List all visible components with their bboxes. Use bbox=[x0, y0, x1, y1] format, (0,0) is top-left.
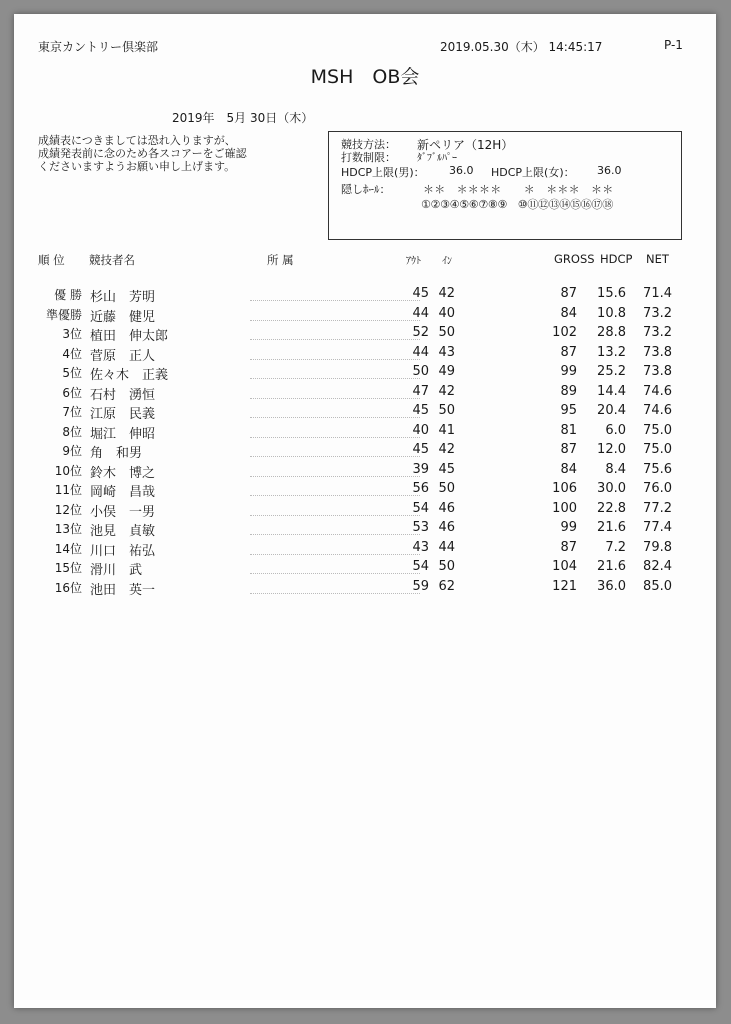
gross-score: 84 bbox=[560, 461, 577, 477]
player-name: 石村 湧恒 bbox=[90, 387, 156, 403]
net-score: 73.8 bbox=[643, 364, 672, 379]
rank-cell: 3位 bbox=[62, 327, 82, 341]
gross-score: 81 bbox=[560, 422, 577, 438]
net-score: 73.2 bbox=[643, 305, 672, 321]
method-label: 競技方法： bbox=[341, 138, 396, 151]
hdcp-value: 12.0 bbox=[597, 442, 626, 457]
rank-cell: 優 勝 bbox=[54, 288, 82, 302]
player-name: 川口 祐弘 bbox=[90, 543, 156, 559]
dotted-leader bbox=[250, 515, 420, 516]
gross-score: 89 bbox=[560, 383, 577, 399]
competition-rules-box bbox=[328, 131, 682, 240]
in-score: 45 bbox=[438, 461, 455, 477]
in-score: 42 bbox=[438, 383, 455, 399]
hdcp-value: 7.2 bbox=[605, 539, 626, 555]
table-row bbox=[14, 364, 716, 384]
col-gross-header: GROSS bbox=[554, 252, 595, 266]
col-net-header: NET bbox=[646, 252, 669, 266]
in-score: 49 bbox=[438, 364, 455, 379]
rank-cell: 4位 bbox=[62, 346, 82, 361]
in-score: 42 bbox=[438, 442, 455, 457]
limit-label: 打数制限： bbox=[341, 151, 396, 164]
dotted-leader bbox=[250, 476, 420, 477]
col-out-header: ｱｳﾄ bbox=[406, 256, 421, 267]
player-name: 池田 英一 bbox=[90, 582, 156, 598]
out-score: 45 bbox=[412, 286, 429, 301]
dotted-leader bbox=[250, 573, 420, 574]
hdcp-value: 20.4 bbox=[597, 403, 626, 418]
out-score: 45 bbox=[412, 442, 429, 457]
hdcp-value: 30.0 bbox=[597, 481, 626, 496]
event-date: 2019年 5月 30日（木） bbox=[172, 111, 314, 125]
rank-cell: 15位 bbox=[54, 561, 82, 575]
rank-cell: 10位 bbox=[54, 463, 82, 478]
dotted-leader bbox=[250, 378, 420, 379]
player-name: 菅原 正人 bbox=[90, 348, 156, 364]
dotted-leader bbox=[250, 339, 420, 340]
player-name: 滑川 武 bbox=[90, 563, 143, 578]
dotted-leader bbox=[250, 495, 420, 496]
net-score: 73.2 bbox=[643, 325, 672, 340]
hdcp-value: 15.6 bbox=[597, 286, 626, 301]
dotted-leader bbox=[250, 359, 420, 360]
hole-numbers: ①②③④⑤⑥⑦⑧⑨ ⑩⑪⑫⑬⑭⑮⑯⑰⑱ bbox=[421, 198, 613, 211]
table-row bbox=[14, 501, 716, 521]
rank-cell: 16位 bbox=[54, 580, 82, 595]
in-score: 50 bbox=[438, 403, 455, 418]
rank-cell: 11位 bbox=[54, 483, 82, 497]
hdcp-value: 28.8 bbox=[597, 325, 626, 340]
gross-score: 100 bbox=[552, 500, 577, 516]
net-score: 75.0 bbox=[643, 422, 672, 438]
gross-score: 104 bbox=[552, 559, 577, 574]
out-score: 50 bbox=[412, 364, 429, 379]
hdcp-value: 21.6 bbox=[597, 520, 626, 535]
gross-score: 95 bbox=[560, 403, 577, 418]
notice-text bbox=[38, 134, 247, 173]
out-score: 39 bbox=[412, 461, 429, 477]
results-sheet bbox=[14, 14, 716, 1008]
rank-cell: 12位 bbox=[54, 502, 82, 517]
limit-value: ﾀﾞﾌﾞﾙﾊﾟｰ bbox=[417, 153, 457, 164]
player-name: 岡崎 昌哉 bbox=[90, 485, 156, 500]
dotted-leader bbox=[250, 456, 420, 457]
table-row bbox=[14, 540, 716, 560]
rank-cell: 6位 bbox=[62, 385, 82, 400]
dotted-leader bbox=[250, 437, 420, 438]
hdcp-value: 10.8 bbox=[597, 305, 626, 321]
in-score: 46 bbox=[438, 520, 455, 535]
in-score: 46 bbox=[438, 500, 455, 516]
hdcp-value: 22.8 bbox=[597, 500, 626, 516]
out-score: 40 bbox=[412, 422, 429, 438]
table-row bbox=[14, 306, 716, 326]
hdcp-female-label: HDCP上限(女)： bbox=[491, 166, 575, 179]
net-score: 76.0 bbox=[643, 481, 672, 496]
net-score: 77.2 bbox=[643, 500, 672, 516]
player-name: 小俣 一男 bbox=[90, 504, 156, 520]
hdcp-value: 25.2 bbox=[597, 364, 626, 379]
in-score: 50 bbox=[438, 325, 455, 340]
table-row bbox=[14, 345, 716, 365]
hdcp-value: 36.0 bbox=[597, 578, 626, 594]
in-score: 42 bbox=[438, 286, 455, 301]
hdcp-male-value: 36.0 bbox=[449, 164, 474, 177]
method-value: 新ペリア（12H） bbox=[417, 138, 514, 152]
table-row bbox=[14, 384, 716, 404]
gross-score: 121 bbox=[552, 578, 577, 594]
rank-cell: 9位 bbox=[62, 444, 82, 458]
hdcp-value: 21.6 bbox=[597, 559, 626, 574]
club-name: 東京カントリー倶楽部 bbox=[38, 40, 159, 54]
table-row bbox=[14, 559, 716, 579]
gross-score: 87 bbox=[560, 344, 577, 360]
out-score: 47 bbox=[412, 383, 429, 399]
table-row bbox=[14, 579, 716, 599]
net-score: 79.8 bbox=[643, 539, 672, 555]
out-score: 59 bbox=[412, 578, 429, 594]
dotted-leader bbox=[250, 300, 420, 301]
out-score: 44 bbox=[412, 305, 429, 321]
hdcp-value: 6.0 bbox=[605, 422, 626, 438]
out-score: 53 bbox=[412, 520, 429, 535]
out-score: 45 bbox=[412, 403, 429, 418]
table-row bbox=[14, 325, 716, 345]
table-row bbox=[14, 520, 716, 540]
hdcp-value: 13.2 bbox=[597, 344, 626, 360]
rank-cell: 準優勝 bbox=[45, 307, 82, 322]
hdcp-male-label: HDCP上限(男)： bbox=[341, 166, 425, 179]
out-score: 52 bbox=[412, 325, 429, 340]
print-datetime: 2019.05.30（木） 14:45:17 bbox=[440, 40, 603, 54]
out-score: 54 bbox=[412, 559, 429, 574]
player-name: 堀江 伸昭 bbox=[90, 426, 156, 442]
col-in-header: ｲﾝ bbox=[442, 256, 452, 267]
player-name: 佐々木 正義 bbox=[90, 368, 169, 383]
player-name: 植田 伸太郎 bbox=[90, 329, 169, 344]
table-row bbox=[14, 286, 716, 306]
in-score: 43 bbox=[438, 344, 455, 360]
gross-score: 87 bbox=[560, 286, 577, 301]
player-name: 角 和男 bbox=[90, 446, 143, 461]
dotted-leader bbox=[250, 398, 420, 399]
net-score: 71.4 bbox=[643, 286, 672, 301]
dotted-leader bbox=[250, 593, 420, 594]
rank-cell: 14位 bbox=[54, 541, 82, 556]
col-hdcp-header: HDCP bbox=[600, 252, 633, 266]
in-score: 50 bbox=[438, 481, 455, 496]
table-row bbox=[14, 462, 716, 482]
net-score: 73.8 bbox=[643, 344, 672, 360]
dotted-leader bbox=[250, 534, 420, 535]
in-score: 41 bbox=[438, 422, 455, 438]
col-player-header: 競技者名 bbox=[89, 253, 135, 267]
page-title: MSH OB会 bbox=[310, 66, 420, 88]
player-name: 近藤 健児 bbox=[90, 309, 156, 325]
rank-cell: 5位 bbox=[62, 366, 82, 380]
net-score: 82.4 bbox=[643, 559, 672, 574]
col-rank-header: 順 位 bbox=[38, 253, 65, 267]
table-row bbox=[14, 403, 716, 423]
col-affiliation-header: 所 属 bbox=[267, 253, 294, 267]
table-row bbox=[14, 481, 716, 501]
net-score: 75.0 bbox=[643, 442, 672, 457]
player-name: 池見 貞敏 bbox=[90, 524, 156, 539]
hidden-holes-label: 隠しﾎｰﾙ： bbox=[341, 183, 391, 196]
gross-score: 99 bbox=[560, 520, 577, 535]
dotted-leader bbox=[250, 554, 420, 555]
rank-cell: 8位 bbox=[62, 424, 82, 439]
gross-score: 106 bbox=[552, 481, 577, 496]
dotted-leader bbox=[250, 320, 420, 321]
dotted-leader bbox=[250, 417, 420, 418]
table-row bbox=[14, 423, 716, 443]
gross-score: 102 bbox=[552, 325, 577, 340]
out-score: 44 bbox=[412, 344, 429, 360]
player-name: 杉山 芳明 bbox=[90, 290, 156, 305]
hdcp-female-value: 36.0 bbox=[597, 164, 622, 177]
net-score: 85.0 bbox=[643, 578, 672, 594]
net-score: 77.4 bbox=[643, 520, 672, 535]
player-name: 鈴木 博之 bbox=[90, 465, 156, 481]
player-name: 江原 民義 bbox=[90, 407, 156, 422]
out-score: 56 bbox=[412, 481, 429, 496]
notice-line: くださいますようお願い申し上げます。 bbox=[38, 160, 236, 173]
hidden-holes-marks: ＊＊ ＊＊＊＊ ＊ ＊＊＊ ＊＊ bbox=[423, 183, 614, 196]
notice-line: 成績表につきましては恐れ入りますが、 bbox=[38, 134, 236, 147]
in-score: 62 bbox=[438, 578, 455, 594]
notice-line: 成績発表前に念のため各スコアーをご確認 bbox=[38, 147, 247, 160]
out-score: 43 bbox=[412, 539, 429, 555]
hdcp-value: 14.4 bbox=[597, 383, 626, 399]
net-score: 75.6 bbox=[643, 461, 672, 477]
gross-score: 99 bbox=[560, 364, 577, 379]
net-score: 74.6 bbox=[643, 403, 672, 418]
net-score: 74.6 bbox=[643, 383, 672, 399]
page-number: P-1 bbox=[664, 38, 683, 52]
gross-score: 84 bbox=[560, 305, 577, 321]
in-score: 50 bbox=[438, 559, 455, 574]
gross-score: 87 bbox=[560, 539, 577, 555]
in-score: 44 bbox=[438, 539, 455, 555]
gross-score: 87 bbox=[560, 442, 577, 457]
out-score: 54 bbox=[412, 500, 429, 516]
hdcp-value: 8.4 bbox=[605, 461, 626, 477]
table-row bbox=[14, 442, 716, 462]
in-score: 40 bbox=[438, 305, 455, 321]
rank-cell: 13位 bbox=[54, 522, 82, 536]
rank-cell: 7位 bbox=[62, 405, 82, 419]
